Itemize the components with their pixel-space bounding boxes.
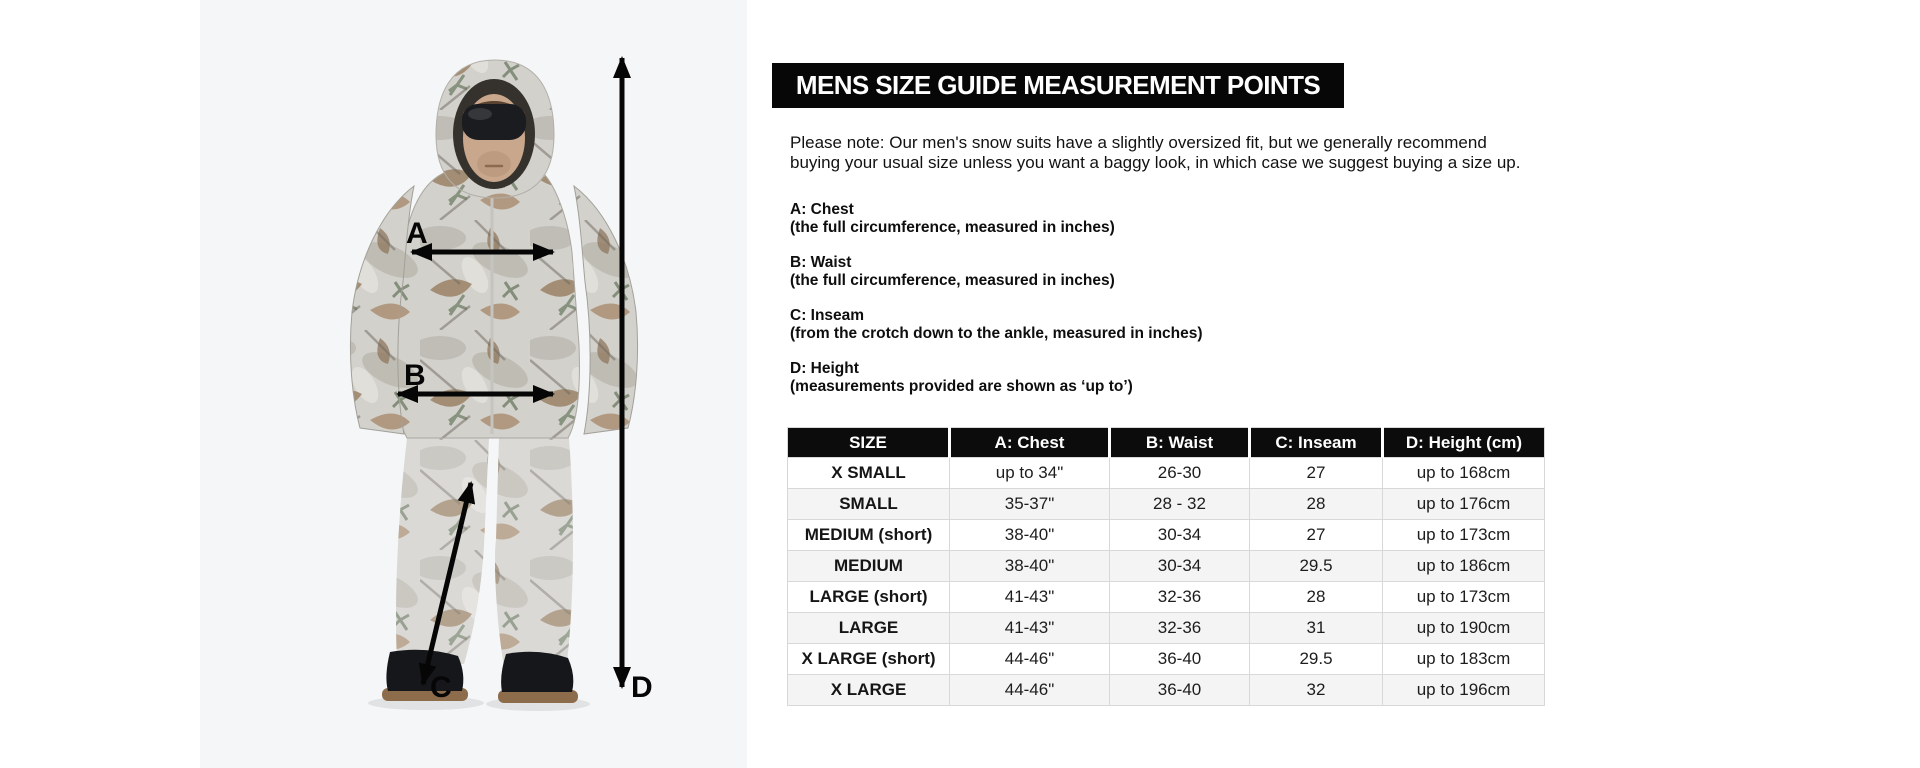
hood-and-face — [436, 60, 554, 198]
point-description: (measurements provided are shown as ‘up to’) — [790, 378, 1133, 395]
point-description: (from the crotch down to the ankle, measured in inches) — [790, 325, 1203, 342]
size-table — [787, 427, 1545, 706]
table-cell: 27 — [1250, 520, 1383, 551]
label-d: D — [631, 671, 653, 704]
table-row — [788, 582, 1545, 613]
table-cell: 32 — [1250, 675, 1383, 706]
size-table-header — [788, 428, 1545, 458]
size-table-body — [788, 458, 1545, 706]
size-guide-photo — [200, 0, 747, 768]
table-cell: up to 34" — [950, 458, 1110, 489]
table-cell: 30-34 — [1110, 520, 1250, 551]
camo-jacket — [396, 172, 580, 438]
table-cell: 41-43" — [950, 613, 1110, 644]
table-cell: MEDIUM (short) — [788, 520, 950, 551]
table-cell: 30-34 — [1110, 551, 1250, 582]
point-label: B: Waist — [790, 254, 852, 271]
table-cell: up to 168cm — [1383, 458, 1545, 489]
table-cell: 32-36 — [1110, 582, 1250, 613]
table-cell: X SMALL — [788, 458, 950, 489]
point-label: A: Chest — [790, 201, 854, 218]
table-cell: 44-46" — [950, 675, 1110, 706]
table-cell: 36-40 — [1110, 644, 1250, 675]
measurement-point — [790, 254, 1203, 290]
table-cell: 28 - 32 — [1110, 489, 1250, 520]
table-cell: up to 173cm — [1383, 582, 1545, 613]
table-cell: up to 186cm — [1383, 551, 1545, 582]
table-cell: 44-46" — [950, 644, 1110, 675]
table-row — [788, 458, 1545, 489]
goggles-glare — [468, 108, 492, 120]
point-description: (the full circumference, measured in inches) — [790, 272, 1115, 289]
label-a: A — [406, 217, 428, 250]
measurement-point — [790, 201, 1203, 237]
measurement-point — [790, 360, 1203, 396]
table-row — [788, 675, 1545, 706]
table-cell: 36-40 — [1110, 675, 1250, 706]
table-cell: 29.5 — [1250, 551, 1383, 582]
point-description: (the full circumference, measured in inches) — [790, 219, 1115, 236]
page-title: MENS SIZE GUIDE MEASUREMENT POINTS — [772, 63, 1344, 108]
table-cell: 26-30 — [1110, 458, 1250, 489]
table-cell: X LARGE — [788, 675, 950, 706]
table-cell: up to 190cm — [1383, 613, 1545, 644]
table-cell: 41-43" — [950, 582, 1110, 613]
measurement-points — [790, 201, 1203, 413]
table-cell: MEDIUM — [788, 551, 950, 582]
table-cell: 38-40" — [950, 551, 1110, 582]
header-cell: D: Height (cm) — [1383, 428, 1545, 458]
header-cell: SIZE — [788, 428, 950, 458]
header-cell: A: Chest — [950, 428, 1110, 458]
header-row — [788, 428, 1545, 458]
table-cell: 28 — [1250, 582, 1383, 613]
stubble — [477, 151, 511, 177]
note-text: Please note: Our men's snow suits have a slightly oversized fit, but we generally recommend buying your usual size unless you want a baggy look, in which case we suggest buying a size up. — [790, 133, 1521, 172]
table-row — [788, 644, 1545, 675]
table-cell: 27 — [1250, 458, 1383, 489]
table-cell: up to 173cm — [1383, 520, 1545, 551]
table-cell: LARGE — [788, 613, 950, 644]
table-cell: 29.5 — [1250, 644, 1383, 675]
table-row — [788, 613, 1545, 644]
measurement-point — [790, 307, 1203, 343]
table-cell: up to 196cm — [1383, 675, 1545, 706]
table-cell: up to 183cm — [1383, 644, 1545, 675]
header-cell: C: Inseam — [1250, 428, 1383, 458]
table-cell: LARGE (short) — [788, 582, 950, 613]
table-cell: 32-36 — [1110, 613, 1250, 644]
table-cell: 38-40" — [950, 520, 1110, 551]
goggles — [462, 104, 526, 140]
table-cell: 31 — [1250, 613, 1383, 644]
table-cell: up to 176cm — [1383, 489, 1545, 520]
table-cell: 35-37" — [950, 489, 1110, 520]
table-cell: X LARGE (short) — [788, 644, 950, 675]
label-b: B — [404, 359, 426, 392]
model-photo — [200, 0, 747, 768]
table-row — [788, 489, 1545, 520]
table-row — [788, 551, 1545, 582]
point-label: D: Height — [790, 360, 859, 377]
table-row — [788, 520, 1545, 551]
header-cell: B: Waist — [1110, 428, 1250, 458]
point-label: C: Inseam — [790, 307, 865, 324]
table-cell: 28 — [1250, 489, 1383, 520]
label-c: C — [430, 671, 452, 704]
table-cell: SMALL — [788, 489, 950, 520]
